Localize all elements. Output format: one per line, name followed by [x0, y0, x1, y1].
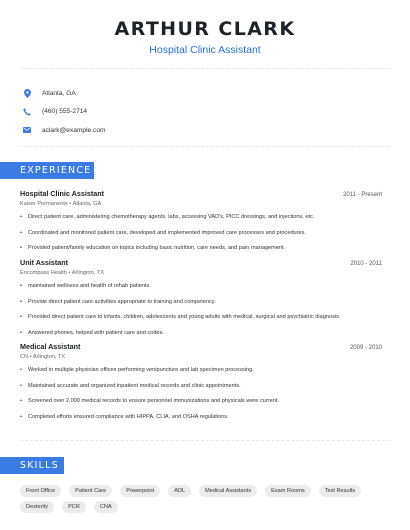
resume-header — [0, 18, 410, 56]
job-dates: 2011 - Present — [343, 192, 382, 198]
bullet-item: • Direct patient care, administering chemotherapy agents, labs, accessing VAD's, PICC dressings, and injections, etc. — [20, 214, 382, 230]
skill-chip: ADL — [168, 485, 191, 497]
bullet-item: • Completed efforts ensured compliance with HIPPA, CLIA, and OSHA regulations. — [20, 414, 382, 430]
job-company: CN • Arlington, TX — [20, 354, 66, 360]
skill-chip: Dexterity — [20, 501, 54, 513]
bullet-item: • Provided patient/family education on topics including basic nutrition, care needs, and pain management. — [20, 245, 382, 261]
bullet-item: • Maintained accurate and organized inpatient medical records and clinic appointments. — [20, 383, 382, 399]
job-bullets — [20, 283, 382, 345]
contact-location — [22, 84, 106, 103]
job-entry — [20, 189, 382, 261]
contact-email-text: aclark@example.com — [42, 126, 106, 134]
bullet-item: • Answered phones, helped with patient care and codes. — [20, 330, 382, 346]
bullet-item: • Screened over 2,000 medical records to ensure personnel immunizations and physicals were current. — [20, 398, 382, 414]
skill-chip: Medical Assistants — [199, 485, 257, 497]
bullet-item: • Worked in multiple physician offices performing venipuncture and lab specimen processing. — [20, 367, 382, 383]
job-entry — [20, 258, 382, 345]
skills-heading: SKILLS — [0, 457, 64, 474]
job-dates: 2010 - 2011 — [350, 261, 382, 267]
bullet-item: • Provide direct patient care activities appropriate to training and competency. — [20, 299, 382, 315]
contact-location-text: Atlanta, GA — [42, 89, 76, 97]
skill-chip: Patient Care — [69, 485, 112, 497]
contact-email — [22, 121, 106, 140]
job-title: Unit Assistant — [20, 258, 69, 267]
experience-heading: EXPERIENCE — [0, 162, 94, 179]
bullet-item: • Provided direct patient care to infants, children, adolescents and young adults with medical, surgical and psychiatric diagnosis. — [20, 314, 382, 330]
candidate-role: Hospital Clinic Assistant — [149, 44, 261, 56]
job-title: Medical Assistant — [20, 342, 81, 351]
job-bullets — [20, 214, 382, 261]
skill-chip: Exam Rooms — [265, 485, 311, 497]
job-title: Hospital Clinic Assistant — [20, 189, 105, 198]
candidate-name: ARTHUR CLARK — [114, 18, 296, 40]
divider — [20, 440, 390, 441]
contact-phone-text: (460) 555-2714 — [42, 108, 88, 116]
bullet-item: • Coordinated and monitored patient care, developed and implemented improved care processes and procedures. — [20, 230, 382, 246]
skill-chip: Test Results — [319, 485, 361, 497]
skill-chip: CNA — [94, 501, 118, 513]
location-pin-icon — [22, 88, 32, 98]
skills-list — [20, 485, 395, 517]
job-entry — [20, 342, 382, 429]
divider — [20, 146, 390, 147]
skill-chip: PCR — [62, 501, 86, 513]
job-company: Kaiser Permanente • Atlanta, GA — [20, 201, 102, 207]
contact-phone — [22, 103, 106, 122]
contact-list — [22, 84, 106, 140]
phone-icon — [22, 107, 32, 117]
skill-chip: Front Office — [20, 485, 61, 497]
job-company: Encompass Health • Arlington, TX — [20, 270, 104, 276]
divider — [20, 68, 390, 69]
job-dates: 2009 - 2010 — [349, 345, 382, 351]
bullet-item: • maintained wellness and health of rehab patients. — [20, 283, 382, 299]
email-icon — [22, 125, 32, 135]
skill-chip: Powerpoint — [120, 485, 160, 497]
job-bullets — [20, 367, 382, 429]
